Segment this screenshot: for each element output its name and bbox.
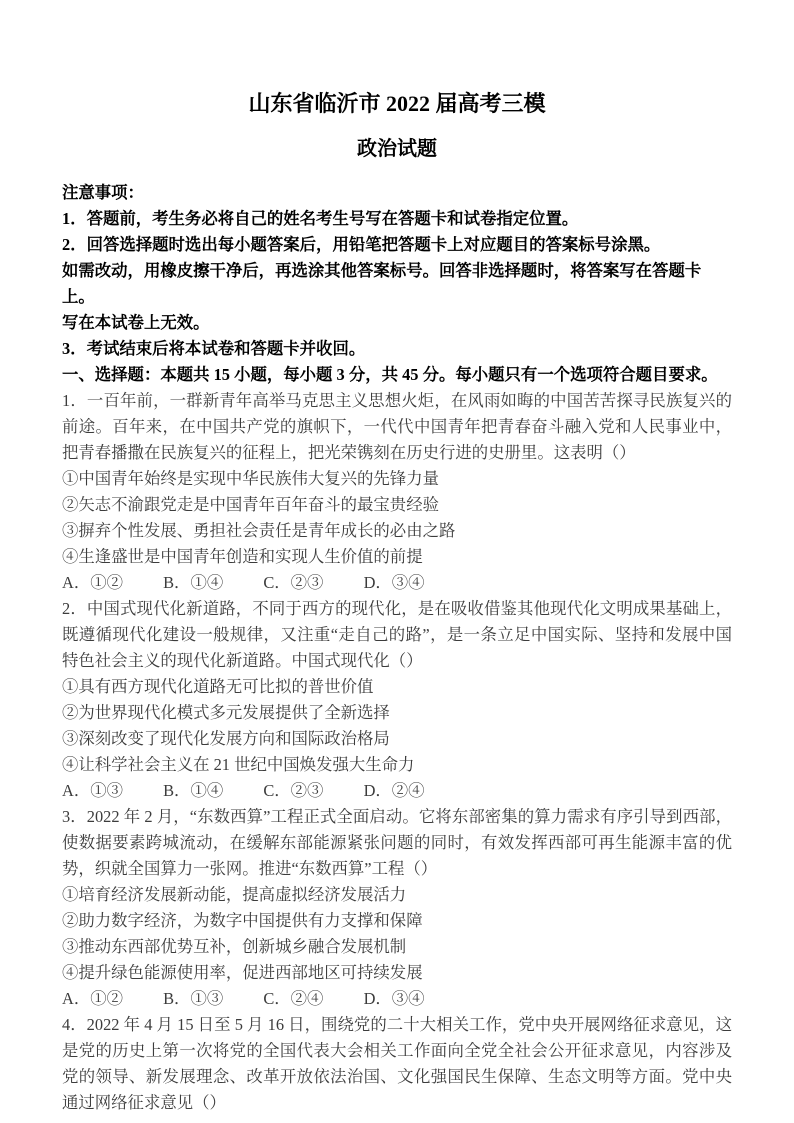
question-1-option-4: ④生逢盛世是中国青年创造和实现人生价值的前提 bbox=[62, 547, 423, 566]
question-3-option-4: ④提升绿色能源使用率，促进西部地区可持续发展 bbox=[62, 963, 423, 982]
question-3-choices bbox=[62, 986, 732, 1012]
question-1-stem: 1．一百年前，一群新青年高举马克思主义思想火炬，在风雨如晦的中国苦苦探寻民族复兴的前途。百年来，在中国共产党的旗帜下，一代代中国青年把青春奋斗融入党和人民事业中，把青春播撒在民族复兴的征程上，把光荣镌刻在历史行进的史册里。这表明（） bbox=[62, 391, 732, 462]
question-3 bbox=[62, 804, 732, 1012]
question-1-option-3: ③摒弃个性发展、勇担社会责任是青年成长的必由之路 bbox=[62, 521, 456, 540]
question-2-option-2: ②为世界现代化模式多元发展提供了全新选择 bbox=[62, 703, 390, 722]
notice-line-1: 1．答题前，考生务必将自己的姓名考生号写在答题卡和试卷指定位置。 bbox=[62, 209, 579, 228]
question-1 bbox=[62, 388, 732, 596]
question-2-option-1: ①具有西方现代化道路无可比拟的普世价值 bbox=[62, 677, 374, 696]
notice-line-5: 3．考试结束后将本试卷和答题卡并收回。 bbox=[62, 339, 366, 358]
question-2-choice-b: B．①④ bbox=[163, 781, 224, 800]
question-3-option-3: ③推动东西部优势互补，创新城乡融合发展机制 bbox=[62, 937, 407, 956]
question-4-stem: 4．2022 年 4 月 15 日至 5 月 16 日，围绕党的二十大相关工作，党中央开展网络征求意见，这是党的历史上第一次将党的全国代表大会相关工作面向全党全社会公开征求意见，内容涉及党的领导、新发展理念、改革开放依法治国、文化强国民生保障、生态文明等方面。党中央通过网络征求意见（） bbox=[62, 1015, 732, 1112]
question-1-choices bbox=[62, 570, 732, 596]
question-2-choice-a: A．①③ bbox=[62, 781, 124, 800]
paper-title: 山东省临沂市 2022 届高考三模 bbox=[248, 91, 546, 116]
section-heading: 一、选择题：本题共 15 小题，每小题 3 分，共 45 分。每小题只有一个选项符合题目要求。 bbox=[62, 365, 718, 384]
question-2-choice-d: D．②④ bbox=[363, 781, 425, 800]
question-1-option-2: ②矢志不渝跟党走是中国青年百年奋斗的最宝贵经验 bbox=[62, 495, 439, 514]
question-3-choice-a: A．①② bbox=[62, 989, 124, 1008]
question-2-choice-c: C．②③ bbox=[263, 781, 324, 800]
question-4 bbox=[62, 1012, 732, 1116]
question-3-option-2: ②助力数字经济，为数字中国提供有力支撑和保障 bbox=[62, 911, 423, 930]
question-3-option-1: ①培育经济发展新动能，提高虚拟经济发展活力 bbox=[62, 885, 407, 904]
question-3-stem: 3．2022 年 2 月，“东数西算”工程正式全面启动。它将东部密集的算力需求有序引导到西部，使数据要素跨城流动，在缓解东部能源紧张问题的同时，有效发挥西部可再生能源丰富的优势，织就全国算力一张网。推进“东数西算”工程（） bbox=[62, 807, 732, 878]
notice-heading: 注意事项： bbox=[62, 183, 144, 202]
question-3-choice-c: C．②④ bbox=[263, 989, 324, 1008]
notice-line-2: 2．回答选择题时选出每小题答案后，用铅笔把答题卡上对应题目的答案标号涂黑。 bbox=[62, 235, 661, 254]
notice-line-3: 如需改动，用橡皮擦干净后，再选涂其他答案标号。回答非选择题时，将答案写在答题卡上。 bbox=[62, 261, 702, 306]
question-2-option-4: ④让科学社会主义在 21 世纪中国焕发强大生命力 bbox=[62, 755, 415, 774]
question-1-choice-a: A．①② bbox=[62, 573, 124, 592]
paper-subtitle: 政治试题 bbox=[357, 138, 437, 160]
question-3-choice-b: B．①③ bbox=[163, 989, 224, 1008]
question-1-choice-d: D．③④ bbox=[363, 573, 425, 592]
question-2-stem: 2．中国式现代化新道路，不同于西方的现代化，是在吸收借鉴其他现代化文明成果基础上，既遵循现代化建设一般规律，又注重“走自己的路”，是一条立足中国实际、坚持和发展中国特色社会主义的现代化新道路。中国式现代化（） bbox=[62, 599, 732, 670]
question-3-choice-d: D．③④ bbox=[363, 989, 425, 1008]
question-2-choices bbox=[62, 778, 732, 804]
question-2-option-3: ③深刻改变了现代化发展方向和国际政治格局 bbox=[62, 729, 390, 748]
question-1-choice-b: B．①④ bbox=[163, 573, 224, 592]
notice-section bbox=[62, 180, 732, 362]
question-1-choice-c: C．②③ bbox=[263, 573, 324, 592]
question-1-option-1: ①中国青年始终是实现中华民族伟大复兴的先锋力量 bbox=[62, 469, 439, 488]
question-2 bbox=[62, 596, 732, 804]
notice-line-4: 写在本试卷上无效。 bbox=[62, 313, 210, 332]
